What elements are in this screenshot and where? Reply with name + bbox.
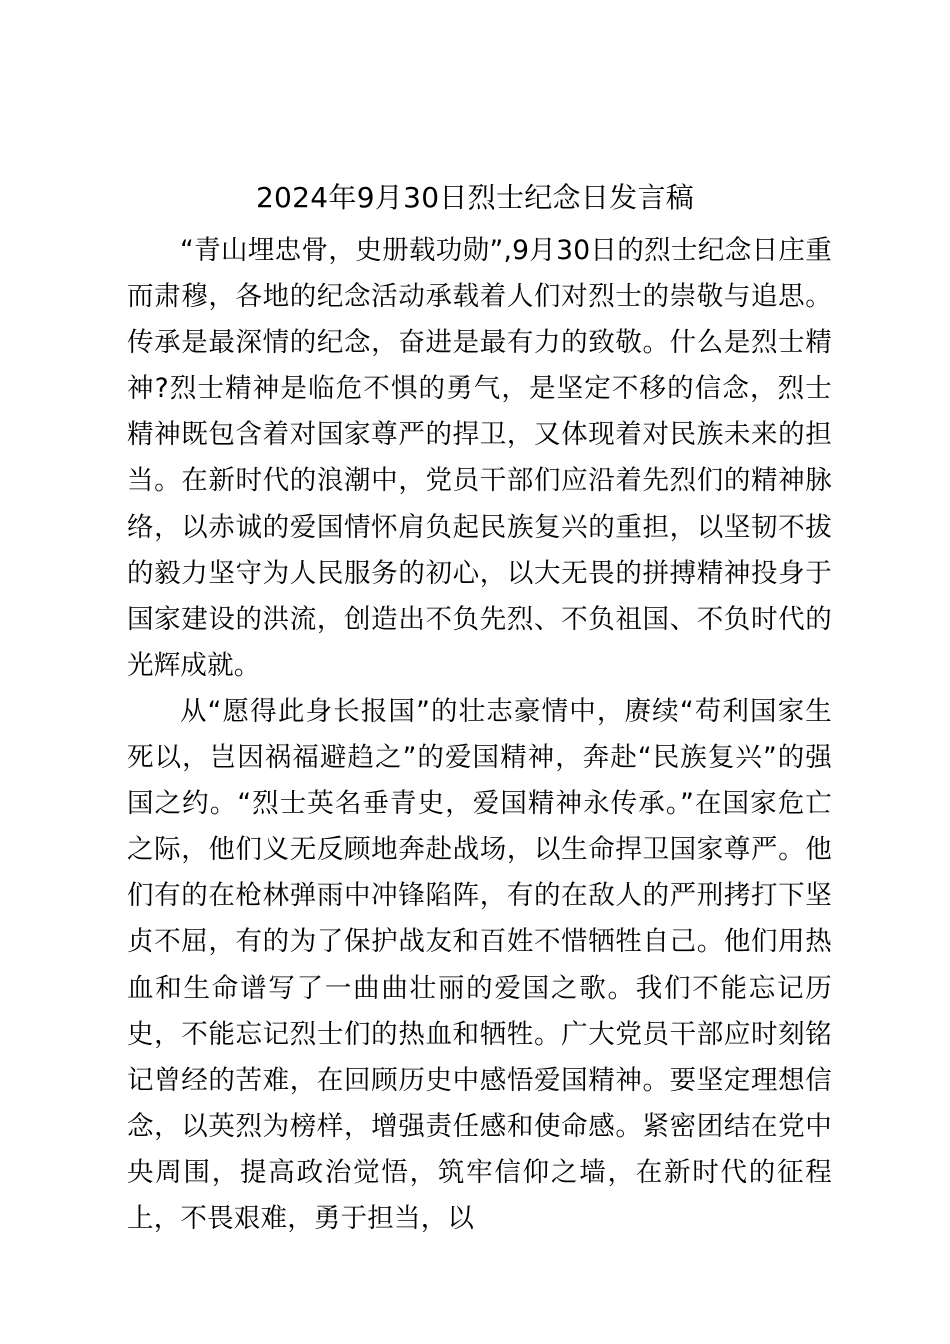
paragraph: “青山埋忠骨，史册载功勋”,9月30日的烈士纪念日庄重而肃穆，各地的纪念活动承载着人们对烈士的崇敬与追思。传承是最深情的纪念，奋进是最有力的致敬。什么是烈士精神?烈士精神是临危不惧的勇气，是坚定不移的信念，烈士精神既包含着对国家尊严的捍卫，又体现着对民族未来的担当。在新时代的浪潮中，党员干部们应沿着先烈们的精神脉络，以赤诚的爱国情怀肩负起民族复兴的重担，以坚韧不拔的毅力坚守为人民服务的初心，以大无畏的拼搏精神投身于国家建设的洪流，创造出不负先烈、不负祖国、不负时代的光辉成就。 (127, 235, 832, 681)
document-title: 2024年9月30日烈士纪念日发言稿 (255, 181, 695, 214)
document-body (127, 228, 832, 1242)
paragraph: 从“愿得此身长报国”的壮志豪情中，赓续“苟利国家生死以，岂因祸福避趋之”的爱国精神，奔赴“民族复兴”的强国之约。“烈士英名垂青史，爱国精神永传承。”在国家危亡之际，他们义无反顾地奔赴战场，以生命捍卫国家尊严。他们有的在枪林弹雨中冲锋陷阵，有的在敌人的严刑拷打下坚贞不屈，有的为了保护战友和百姓不惜牺牲自己。他们用热血和生命谱写了一曲曲壮丽的爱国之歌。我们不能忘记历史，不能忘记烈士们的热血和牺牲。广大党员干部应时刻铭记曾经的苦难，在回顾历史中感悟爱国精神。要坚定理想信念，以英烈为榜样，增强责任感和使命感。紧密团结在党中央周围，提高政治觉悟，筑牢信仰之墙，在新时代的征程上，不畏艰难，勇于担当，以 (127, 695, 832, 1234)
